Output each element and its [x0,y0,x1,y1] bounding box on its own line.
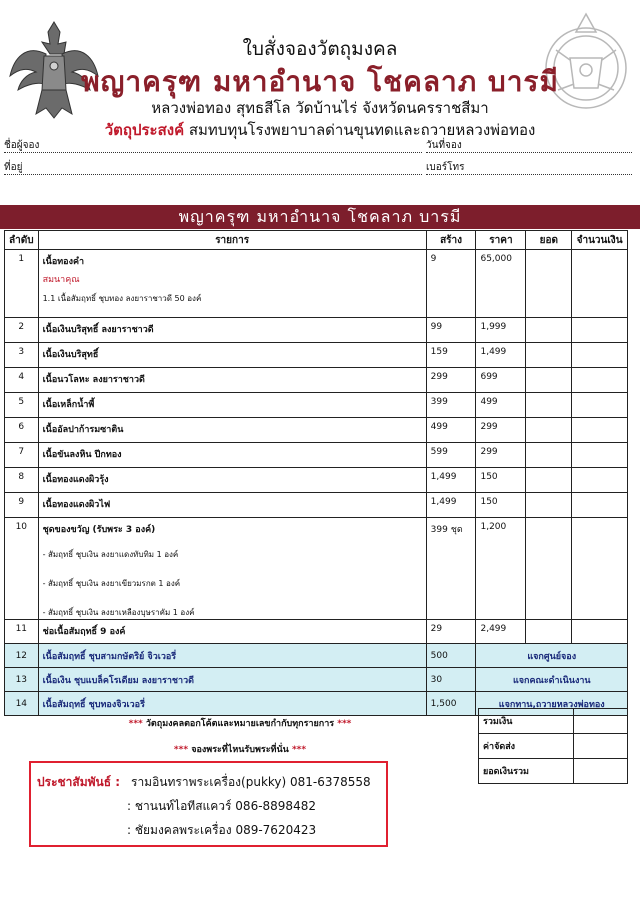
order-cell[interactable] [526,343,572,368]
note-1-text: วัตถุมงคลตอกโค้ตและหมายเลขกำกับทุกรายการ [145,719,335,729]
table-row [5,620,628,644]
row-item: ช่อเนื้อสัมฤทธิ์ 9 องค์ [38,620,426,644]
row-note: สมนาคุณ [42,275,80,285]
summary-total-value[interactable] [574,709,628,734]
row-item: เนื้อเหล็กน้ำพี้ [38,393,426,418]
table-row [5,418,628,443]
name-label: ชื่อผู้จอง [4,140,40,151]
table-row [5,368,628,393]
amount-cell[interactable] [572,518,628,620]
row-qty: 99 [426,318,476,343]
row-no: 5 [5,393,39,418]
date-label: วันที่จอง [426,140,462,151]
amount-cell[interactable] [572,368,628,393]
summary-total-label: รวมเงิน [479,709,574,734]
summary-table [478,708,628,784]
header-order: ยอด [526,231,572,250]
row-item: เนื้อทองแดงผิวรุ้ง [38,468,426,493]
row-price: 150 [476,468,526,493]
table-row [5,493,628,518]
row-no: 2 [5,318,39,343]
row-item: เนื้อทองคำ [42,257,85,267]
amount-cell[interactable] [572,418,628,443]
order-cell[interactable] [526,250,572,318]
row-item: เนื้อทองแดงผิวไฟ [38,493,426,518]
address-label: ที่อยู่ [4,162,23,173]
row-no: 9 [5,493,39,518]
row-price: 1,200 [476,518,526,620]
order-cell[interactable] [526,318,572,343]
name-field[interactable] [4,138,422,153]
order-table [4,230,628,716]
amount-cell[interactable] [572,468,628,493]
temple-line: หลวงพ่อทอง สุทธสีโล วัดบ้านไร่ จังหวัดนครราชสีมา [151,99,489,117]
order-cell[interactable] [526,468,572,493]
contact-label: ประชาสัมพันธ์ : [37,775,121,789]
header-no: ลำดับ [5,231,39,250]
table-row [5,250,628,318]
row-price: 1,499 [476,343,526,368]
contact-line: : ชานนท์ไอทีสแควร์ 086-8898482 [127,799,316,813]
purpose-label: วัตถุประสงค์ [104,121,185,139]
row-price: 299 [476,443,526,468]
row-qty: 1,499 [426,493,476,518]
amount-cell[interactable] [572,250,628,318]
row-no: 11 [5,620,39,644]
table-row [5,318,628,343]
row-item: เนื้อเงินบริสุทธิ์ ลงยาราชาวดี [38,318,426,343]
note-stars: *** [173,745,189,755]
table-row [5,644,628,668]
form-title: ใบสั่งจองวัตถุมงคล [242,38,398,60]
table-row [5,518,628,620]
row-qty: 299 [426,368,476,393]
order-cell[interactable] [526,518,572,620]
row-price: 2,499 [476,620,526,644]
summary-shipping-label: ค่าจัดส่ง [479,734,574,759]
row-qty: 1,499 [426,468,476,493]
note-1 [0,716,480,730]
row-price: 499 [476,393,526,418]
summary-shipping-value[interactable] [574,734,628,759]
row-qty: 9 [426,250,476,318]
row-item: เนื้อสัมฤทธิ์ ชุบสามกษัตริย์ จิวเวอรี่ [38,644,426,668]
phone-field[interactable] [426,160,632,175]
amulet-name: พญาครุฑ มหาอำนาจ โชคลาภ บารมี [81,65,559,98]
amount-cell[interactable] [572,343,628,368]
row-qty: 399 [426,393,476,418]
row-no: 7 [5,443,39,468]
banner: พญาครุฑ มหาอำนาจ โชคลาภ บารมี [0,205,640,229]
row-qty: 30 [426,668,476,692]
row-sub: 1.1 เนื้อสัมฤทธิ์ ชุบทอง ลงยาราชาวดี 50 องค์ [42,294,202,303]
note-stars: *** [337,719,352,729]
row-price: 150 [476,493,526,518]
table-row [5,393,628,418]
row-qty: 399 ชุด [426,518,476,620]
row-price: 65,000 [476,250,526,318]
order-cell[interactable] [526,393,572,418]
row-distribution: แจกทาน,ถวายหลวงพ่อทอง [476,692,628,716]
phone-label: เบอร์โทร [426,162,465,173]
order-cell[interactable] [526,368,572,393]
purpose-text: สมทบทุนโรงพยาบาลด่านขุนทดและถวายหลวงพ่อทอง [188,121,536,139]
row-no: 12 [5,644,39,668]
note-stars: *** [128,719,143,729]
table-row [5,468,628,493]
header-price: ราคา [476,231,526,250]
header-qty: สร้าง [426,231,476,250]
order-cell[interactable] [526,443,572,468]
row-sub: - สัมฤทธิ์ ชุบเงิน ลงยาแดงทับทิม 1 องค์ [42,550,179,559]
row-qty: 1,500 [426,692,476,716]
contact-box [29,761,388,847]
row-no: 14 [5,692,39,716]
row-qty: 499 [426,418,476,443]
note-stars: *** [291,745,307,755]
summary-grand-value[interactable] [574,759,628,784]
row-distribution: แจกศูนย์จอง [476,644,628,668]
note-2-text: จองพระที่ไหนรับพระที่นั่น [191,745,289,755]
row-qty: 500 [426,644,476,668]
table-row [5,668,628,692]
order-cell[interactable] [526,620,572,644]
amount-cell[interactable] [572,393,628,418]
row-no: 4 [5,368,39,393]
row-qty: 599 [426,443,476,468]
date-field[interactable] [426,138,632,153]
order-cell[interactable] [526,418,572,443]
row-sub: - สัมฤทธิ์ ชุบเงิน ลงยาเหลืองบุษราคัม 1 องค์ [42,608,195,617]
row-sub: - สัมฤทธิ์ ชุบเงิน ลงยาเขียวมรกต 1 องค์ [42,579,181,588]
row-item: เนื้อเงินบริสุทธิ์ [38,343,426,368]
row-item: เนื้อขันลงหิน ปีกทอง [38,443,426,468]
row-item: เนื้ออัลปาก้ารมซาติน [38,418,426,443]
row-no: 13 [5,668,39,692]
row-item: เนื้อสัมฤทธิ์ ชุบทองจิวเวอรี่ [38,692,426,716]
table-row [5,343,628,368]
row-item: เนื้อนวโลหะ ลงยาราชาวดี [38,368,426,393]
row-distribution: แจกคณะดำเนินงาน [476,668,628,692]
note-2 [0,742,480,756]
row-no: 3 [5,343,39,368]
row-price: 1,999 [476,318,526,343]
amount-cell[interactable] [572,443,628,468]
amount-cell[interactable] [572,318,628,343]
contact-line: รามอินทราพระเครื่อง(pukky) 081-6378558 [131,775,371,789]
header-item: รายการ [38,231,426,250]
order-cell[interactable] [526,493,572,518]
header-amount: จำนวนเงิน [572,231,628,250]
row-qty: 29 [426,620,476,644]
amount-cell[interactable] [572,620,628,644]
row-price: 699 [476,368,526,393]
contact-line: : ชัยมงคลพระเครื่อง 089-7620423 [127,823,317,837]
row-item: ชุดของขวัญ (รับพระ 3 องค์) [42,525,156,535]
row-price: 299 [476,418,526,443]
row-qty: 159 [426,343,476,368]
row-no: 8 [5,468,39,493]
row-no: 6 [5,418,39,443]
row-no: 10 [5,518,39,620]
table-row [5,443,628,468]
row-item: เนื้อเงิน ชุบแบล็คโรเดียม ลงยาราชาวดี [38,668,426,692]
address-field[interactable] [4,160,422,175]
row-no: 1 [5,250,39,318]
summary-grand-label: ยอดเงินรวม [479,759,574,784]
amount-cell[interactable] [572,493,628,518]
